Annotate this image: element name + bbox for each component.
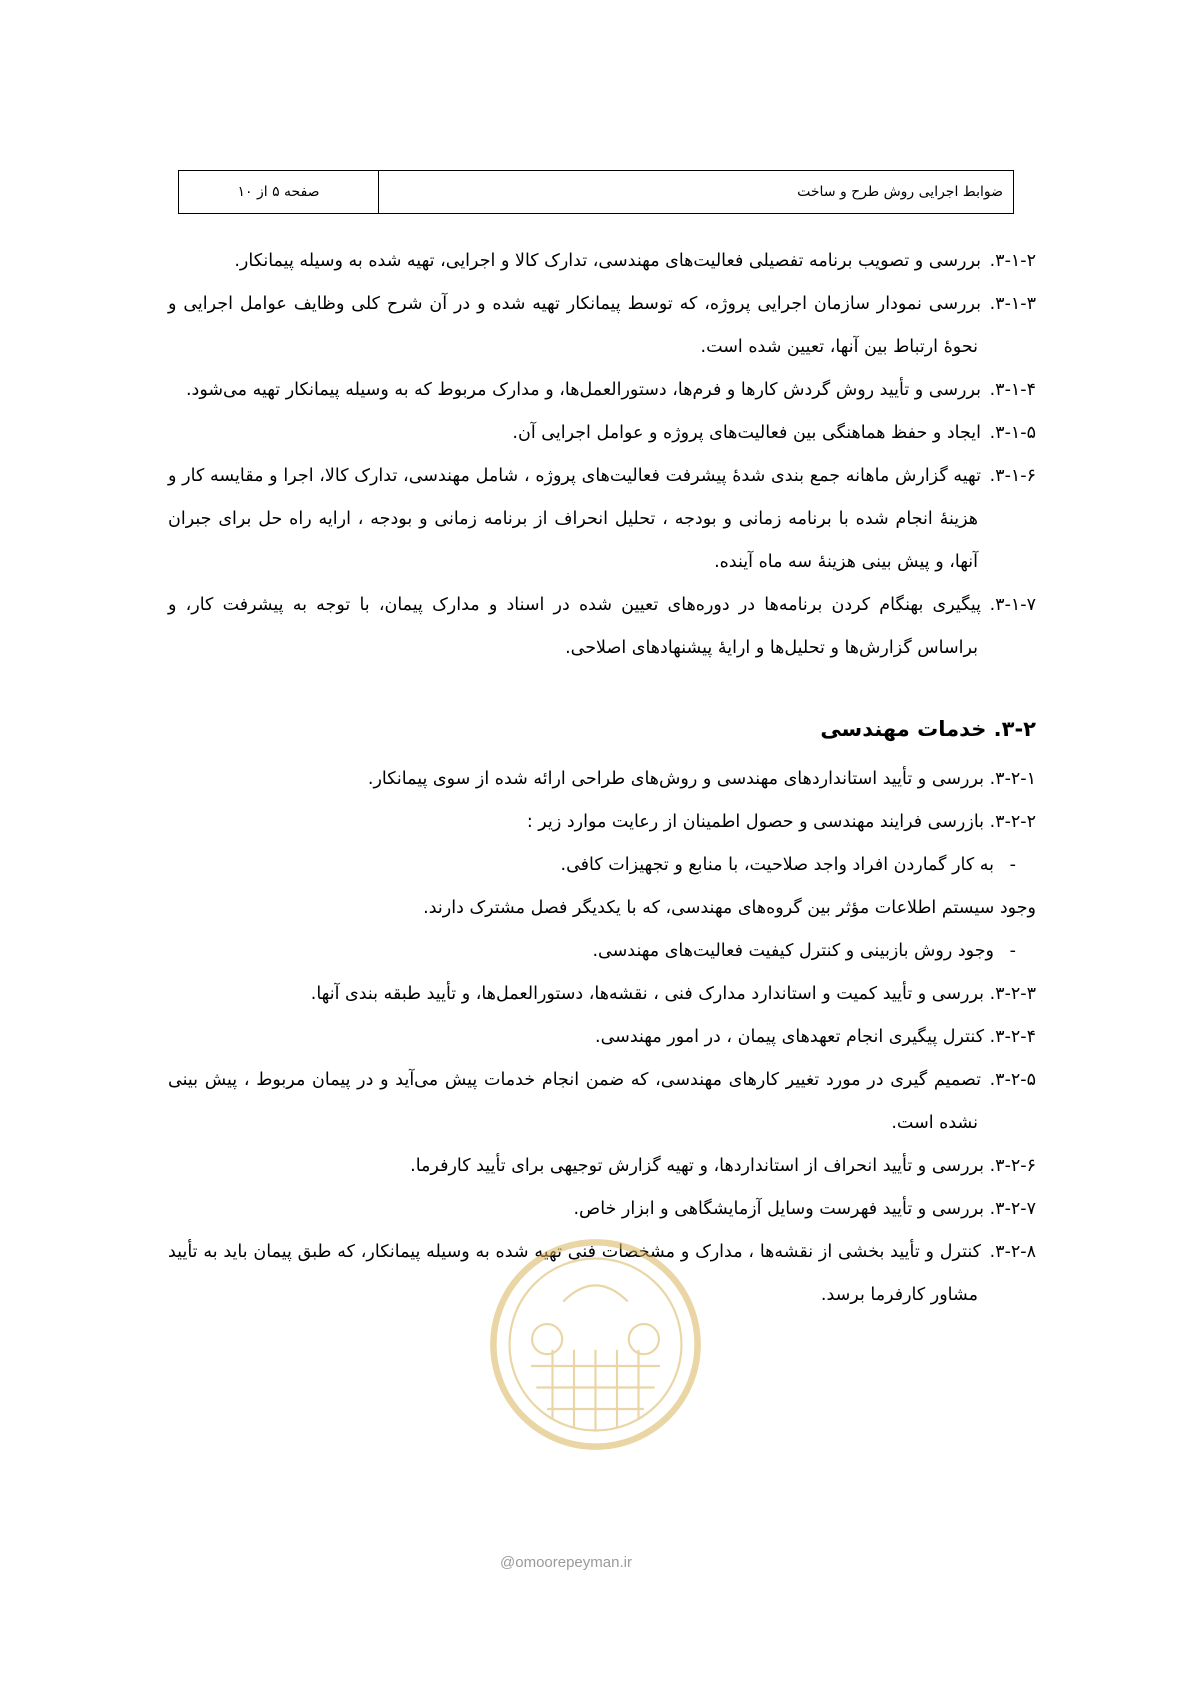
document-title: ضوابط اجرایی روش طرح و ساخت xyxy=(378,171,1013,213)
bullet-item xyxy=(168,844,1036,887)
dash-marker: - xyxy=(1009,855,1016,875)
dash-marker: - xyxy=(1009,941,1016,961)
item-number: ۳-۲-۵. xyxy=(989,1070,1036,1090)
document-body xyxy=(168,240,1036,1317)
list-item xyxy=(168,412,1036,455)
list-item xyxy=(168,369,1036,412)
item-number: ۳-۱-۴. xyxy=(989,380,1036,400)
bullet-item xyxy=(168,930,1036,973)
header-table xyxy=(178,170,1014,214)
list-item xyxy=(168,455,1036,584)
list-item: ۳-۲-۶. بررسی و تأیید انحراف از استانداردها، و تهیه گزارش توجیهی برای تأیید کارفرما. xyxy=(410,1156,1036,1176)
section-heading: ۳-۲. خدمات مهندسی xyxy=(820,717,1036,741)
item-text: پیگیری بهنگام کردن برنامه‌ها در دوره‌های تعیین شده در اسناد و مدارک پیمان، با توجه به پیشرفت کار، و براساس گزارش‌ها و تحلیل‌ها و ارایهٔ پیشنهادهای اصلاحی. xyxy=(168,595,981,658)
list-item xyxy=(168,1059,1036,1145)
list-item xyxy=(168,240,1036,283)
item-text: بررسی و تأیید روش گردش کارها و فرم‌ها، دستورالعمل‌ها، و مدارک مربوط که به وسیله پیمانکار تهیه می‌شود. xyxy=(185,380,981,400)
item-number: ۳-۱-۲. xyxy=(989,251,1036,271)
list-item xyxy=(168,283,1036,369)
item-number: ۳-۲-۸. xyxy=(989,1242,1036,1262)
list-item xyxy=(168,1231,1036,1317)
item-number: ۳-۱-۳. xyxy=(989,294,1036,314)
bullet-text: به کار گماردن افراد واجد صلاحیت، با منابع و تجهیزات کافی. xyxy=(560,855,994,875)
list-item: ۳-۲-۴. کنترل پیگیری انجام تعهدهای پیمان ، در امور مهندسی. xyxy=(595,1027,1036,1047)
bullet-item: وجود سیستم اطلاعات مؤثر بین گروه‌های مهندسی، که با یکدیگر فصل مشترک دارند. xyxy=(423,898,1036,918)
item-number: ۳-۱-۷. xyxy=(989,595,1036,615)
item-number: ۳-۱-۵. xyxy=(989,423,1036,443)
list-item xyxy=(168,584,1036,670)
bullet-text: وجود روش بازبینی و کنترل کیفیت فعالیت‌های مهندسی. xyxy=(592,941,994,961)
item-text: تصمیم گیری در مورد تغییر کارهای مهندسی، که ضمن انجام خدمات پیش می‌آید و در پیمان مربوط ، پیش بینی نشده است. xyxy=(168,1070,981,1133)
list-item: ۳-۲-۳. بررسی و تأیید کمیت و استاندارد مدارک فنی ، نقشه‌ها، دستورالعمل‌ها، و تأیید طبقه بندی آنها. xyxy=(310,984,1036,1004)
list-item: ۳-۲-۷. بررسی و تأیید فهرست وسایل آزمایشگاهی و ابزار خاص. xyxy=(573,1199,1036,1219)
item-number: ۳-۱-۶. xyxy=(989,466,1036,486)
item-text: تهیه گزارش ماهانه جمع بندی شدهٔ پیشرفت فعالیت‌های پروژه ، شامل مهندسی، تدارک کالا، اجرا و مقایسه کار و هزینهٔ انجام شده با برنامه زمانی و بودجه ، تحلیل انحراف از برنامه زمانی و بودجه ، ارایه راه حل برای جبران آنها، و پیش بینی هزینهٔ سه ماه آینده. xyxy=(168,466,981,572)
list-item: ۳-۲-۲. بازرسی فرایند مهندسی و حصول اطمینان از رعایت موارد زیر : xyxy=(526,812,1036,832)
page-number: صفحه ۵ از ۱۰ xyxy=(237,184,320,200)
item-text: بررسی و تصویب برنامه تفصیلی فعالیت‌های مهندسی، تدارک کالا و اجرایی، تهیه شده به وسیله پیمانکار. xyxy=(234,251,981,271)
item-text: کنترل و تأیید بخشی از نقشه‌ها ، مدارک و مشخصات فنی تهیه شده به وسیله پیمانکار، که طبق پیمان باید به تأیید مشاور کارفرما برسد. xyxy=(168,1242,981,1305)
item-text: بررسی نمودار سازمان اجرایی پروژه، که توسط پیمانکار تهیه شده و در آن شرح کلی وظایف عوامل اجرایی و نحوهٔ ارتباط بین آنها، تعیین شده است. xyxy=(168,294,981,357)
list-item: ۳-۲-۱. بررسی و تأیید استانداردهای مهندسی و روش‌های طراحی ارائه شده از سوی پیمانکار. xyxy=(367,769,1036,789)
watermark-url: @omoorepeyman.ir xyxy=(500,1554,632,1571)
item-text: ایجاد و حفظ هماهنگی بین فعالیت‌های پروژه و عوامل اجرایی آن. xyxy=(512,423,981,443)
